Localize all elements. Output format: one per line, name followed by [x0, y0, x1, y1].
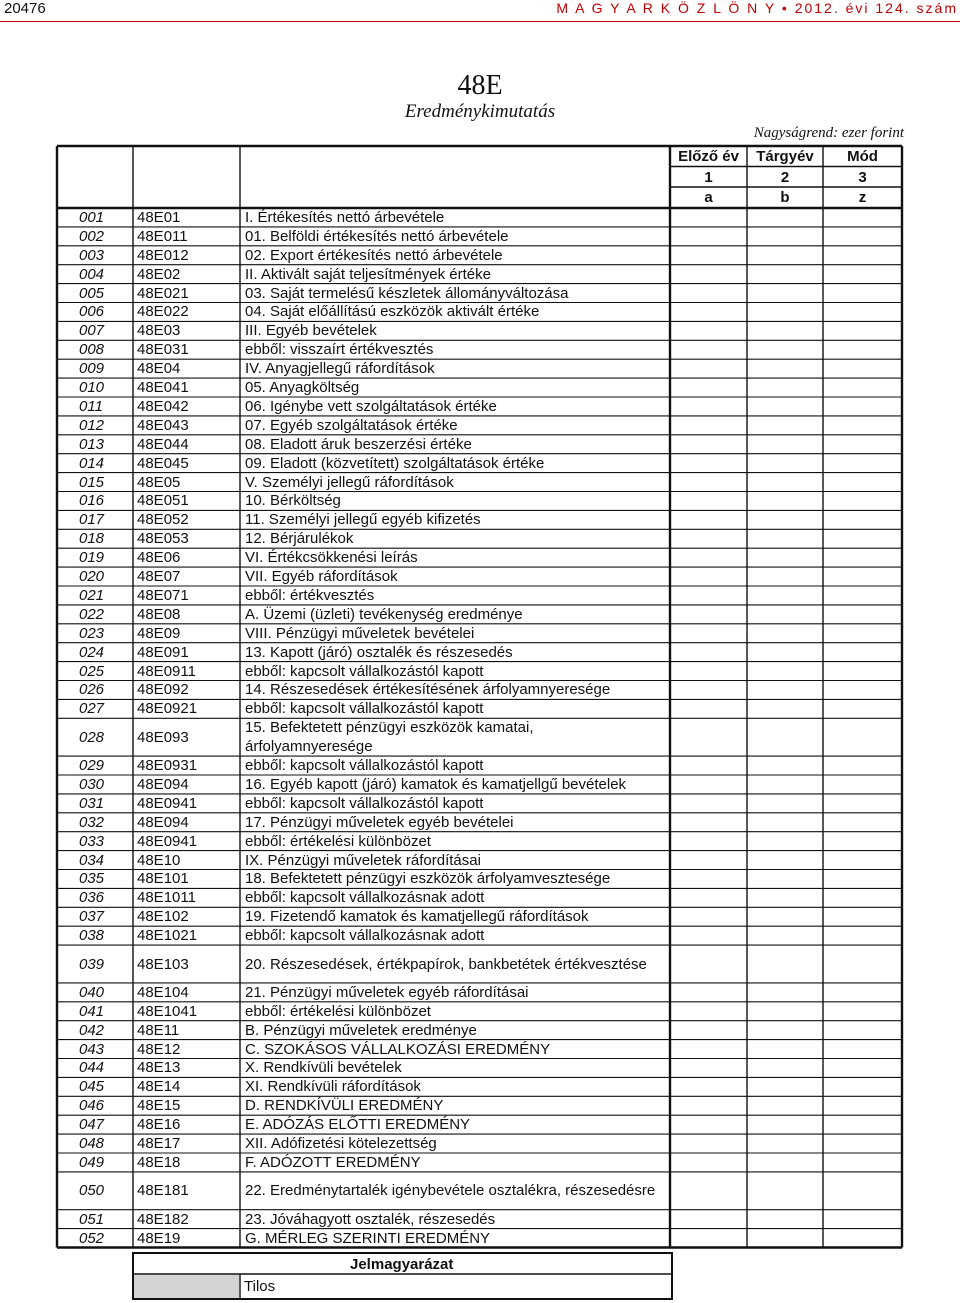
column-header: Tárgyév	[756, 148, 814, 165]
row-label: 14. Részesedések értékesítésének árfolyamnyeresége	[245, 681, 611, 699]
row-code: 48E1021	[137, 927, 198, 945]
row-number: 048	[79, 1135, 105, 1153]
row-code: 48E041	[137, 379, 189, 397]
row-code: 48E07	[137, 568, 181, 586]
row-number: 047	[79, 1116, 105, 1134]
row-number: 007	[79, 322, 105, 340]
row-number: 036	[79, 889, 105, 907]
row-label: 04. Saját előállítású eszközök aktivált értéke	[245, 303, 540, 321]
row-number: 043	[79, 1040, 105, 1058]
row-number: 014	[79, 454, 105, 472]
column-letter: a	[704, 189, 713, 206]
row-label: 15. Befektetett pénzügyi eszközök kamatai,	[245, 719, 534, 737]
row-label: 08. Eladott áruk beszerzési értéke	[245, 435, 472, 453]
row-code: 48E0911	[137, 662, 196, 680]
row-label: 07. Egyéb szolgáltatások értéke	[245, 416, 458, 434]
row-label: 05. Anyagköltség	[245, 379, 360, 397]
form-subtitle: Eredménykimutatás	[404, 101, 556, 122]
row-code: 48E104	[137, 983, 189, 1001]
row-number: 017	[79, 511, 105, 529]
row-code: 48E14	[137, 1078, 181, 1096]
row-code: 48E102	[137, 908, 189, 926]
row-label: ebből: kapcsolt vállalkozástól kapott	[245, 794, 484, 812]
row-number: 045	[79, 1078, 105, 1096]
row-code: 48E06	[137, 549, 181, 567]
row-label: III. Egyéb bevételek	[245, 322, 377, 340]
row-code: 48E094	[137, 813, 189, 831]
row-number: 026	[79, 681, 105, 699]
column-index: 2	[780, 168, 790, 186]
row-label: F. ADÓZOTT EREDMÉNY	[245, 1153, 421, 1171]
row-number: 029	[79, 757, 105, 775]
row-code: 48E093	[137, 728, 189, 746]
row-number: 028	[79, 728, 105, 746]
row-code: 48E1011	[137, 889, 196, 907]
row-number: 010	[79, 379, 105, 397]
row-number: 041	[79, 1002, 105, 1020]
row-code: 48E012	[137, 246, 189, 264]
row-number: 037	[79, 908, 105, 926]
row-label: G. MÉRLEG SZERINTI EREDMÉNY	[245, 1229, 491, 1247]
row-code: 48E181	[137, 1182, 189, 1200]
row-code: 48E051	[137, 492, 189, 510]
row-number: 002	[79, 227, 105, 245]
row-code: 48E03	[137, 322, 181, 340]
row-number: 019	[79, 549, 105, 567]
row-number: 006	[79, 303, 105, 321]
row-number: 032	[79, 813, 105, 831]
row-label: 23. Jóváhagyott osztalék, részesedés	[245, 1210, 496, 1228]
row-number: 050	[79, 1182, 105, 1200]
row-number: 031	[79, 794, 105, 812]
unit-note: Nagyságrend: ezer forint	[753, 125, 904, 141]
column-letter: z	[858, 189, 867, 206]
row-number: 020	[79, 568, 105, 586]
page-number: 20476	[4, 0, 46, 17]
row-number: 018	[79, 530, 105, 548]
row-label: A. Üzemi (üzleti) tevékenység eredménye	[245, 605, 523, 623]
legend-label: Tilos	[244, 1278, 276, 1295]
row-code: 48E031	[137, 341, 189, 359]
row-number: 038	[79, 927, 105, 945]
row-label: ebből: értékelési különbözet	[245, 832, 431, 850]
row-number: 022	[79, 605, 105, 623]
column-letter: b	[780, 189, 790, 206]
row-number: 013	[79, 435, 105, 453]
row-code: 48E11	[137, 1021, 180, 1039]
row-number: 011	[79, 397, 103, 415]
row-label: 03. Saját termelésű készletek állományváltozása	[245, 284, 569, 302]
legend-swatch-forbidden	[134, 1275, 239, 1298]
row-code: 48E044	[137, 435, 189, 453]
row-code: 48E13	[137, 1059, 181, 1077]
row-label: X. Rendkívüli bevételek	[245, 1059, 402, 1077]
row-label: D. RENDKÍVÜLI EREDMÉNY	[245, 1097, 444, 1115]
row-code: 48E0921	[137, 700, 198, 718]
row-code: 48E12	[137, 1040, 181, 1058]
row-label: IV. Anyagjellegű ráfordítások	[245, 360, 435, 378]
row-label: VI. Értékcsökkenési leírás	[245, 549, 418, 567]
row-number: 003	[79, 246, 105, 264]
row-label: 10. Bérköltség	[245, 492, 341, 510]
row-number: 035	[79, 870, 105, 888]
row-code: 48E09	[137, 624, 181, 642]
row-label: 22. Eredménytartalék igénybevétele osztalékra, részesedésre	[245, 1182, 656, 1200]
row-number: 009	[79, 360, 105, 378]
row-code: 48E16	[137, 1116, 181, 1134]
row-code: 48E043	[137, 416, 189, 434]
row-label: 13. Kapott (járó) osztalék és részesedés	[245, 643, 513, 661]
row-number: 042	[79, 1021, 105, 1039]
row-number: 008	[79, 341, 105, 359]
row-number: 023	[79, 624, 105, 642]
row-code: 48E1041	[137, 1002, 198, 1020]
row-code: 48E103	[137, 955, 189, 973]
row-label: 11. Személyi jellegű egyéb kifizetés	[245, 511, 481, 529]
row-label: B. Pénzügyi műveletek eredménye	[245, 1021, 477, 1039]
row-code: 48E05	[137, 473, 181, 491]
row-number: 046	[79, 1097, 105, 1115]
row-number: 051	[79, 1210, 105, 1228]
legend-title: Jelmagyarázat	[350, 1256, 454, 1273]
column-header: Előző év	[678, 148, 739, 165]
row-number: 049	[79, 1153, 105, 1171]
row-code: 48E092	[137, 681, 189, 699]
column-index: 3	[858, 168, 867, 186]
row-label: 16. Egyéb kapott (járó) kamatok és kamatjellgű bevételek	[245, 775, 627, 793]
publication-title: M A G Y A R K Ö Z L Ö N Y • 2012. évi 124. szám	[556, 0, 958, 16]
row-label: VII. Egyéb ráfordítások	[245, 568, 398, 586]
row-label: E. ADÓZÁS ELŐTTI EREDMÉNY	[245, 1116, 471, 1134]
row-code: 48E04	[137, 360, 181, 378]
row-label: 12. Bérjárulékok	[245, 530, 354, 548]
row-label: 18. Befektetett pénzügyi eszközök árfolyamvesztesége	[245, 870, 611, 888]
row-label: 17. Pénzügyi műveletek egyéb bevételei	[245, 813, 514, 831]
row-code: 48E042	[137, 397, 189, 415]
row-code: 48E071	[137, 586, 189, 604]
row-number: 012	[79, 416, 105, 434]
row-code: 48E182	[137, 1210, 189, 1228]
row-code: 48E10	[137, 851, 181, 869]
row-label: 02. Export értékesítés nettó árbevétele	[245, 246, 503, 264]
row-label: 06. Igénybe vett szolgáltatások értéke	[245, 397, 497, 415]
row-number: 044	[79, 1059, 105, 1077]
column-index: 1	[704, 168, 713, 186]
row-label: C. SZOKÁSOS VÁLLALKOZÁSI EREDMÉNY	[245, 1040, 551, 1058]
row-label: II. Aktivált saját teljesítmények értéke	[245, 265, 491, 283]
row-label: ebből: kapcsolt vállalkozástól kapott	[245, 757, 484, 775]
row-label: ebből: visszaírt értékvesztés	[245, 341, 434, 359]
row-number: 052	[79, 1229, 105, 1247]
row-label: ebből: kapcsolt vállalkozástól kapott	[245, 662, 484, 680]
row-code: 48E101	[137, 870, 189, 888]
row-label: XII. Adófizetési kötelezettség	[245, 1135, 437, 1153]
row-code: 48E021	[137, 284, 189, 302]
row-code: 48E0941	[137, 832, 198, 850]
row-label: 20. Részesedések, értékpapírok, bankbetétek értékvesztése	[245, 955, 647, 973]
row-number: 027	[79, 700, 105, 718]
form-code: 48E	[457, 70, 503, 101]
row-code: 48E0941	[137, 794, 198, 812]
row-code: 48E011	[137, 227, 188, 245]
row-number: 024	[79, 643, 105, 661]
row-code: 48E0931	[137, 757, 198, 775]
row-code: 48E091	[137, 643, 189, 661]
row-label: 09. Eladott (közvetített) szolgáltatások értéke	[245, 454, 545, 472]
row-number: 030	[79, 775, 105, 793]
row-code: 48E022	[137, 303, 189, 321]
row-label: VIII. Pénzügyi műveletek bevételei	[245, 624, 475, 642]
row-number: 004	[79, 265, 105, 283]
row-number: 040	[79, 983, 105, 1001]
row-number: 033	[79, 832, 105, 850]
row-number: 001	[79, 208, 105, 226]
row-label: ebből: kapcsolt vállalkozásnak adott	[245, 889, 485, 907]
row-code: 48E17	[137, 1135, 181, 1153]
row-number: 021	[79, 586, 105, 604]
row-code: 48E045	[137, 454, 189, 472]
row-code: 48E19	[137, 1229, 181, 1247]
row-code: 48E15	[137, 1097, 181, 1115]
row-code: 48E02	[137, 265, 181, 283]
row-number: 015	[79, 473, 105, 491]
row-label: 21. Pénzügyi műveletek egyéb ráfordításai	[245, 983, 529, 1001]
row-label: ebből: kapcsolt vállalkozástól kapott	[245, 700, 484, 718]
row-code: 48E01	[137, 208, 181, 226]
row-code: 48E094	[137, 775, 189, 793]
row-label: ebből: értékelési különbözet	[245, 1002, 431, 1020]
column-header: Mód	[847, 148, 878, 165]
row-number: 039	[79, 955, 105, 973]
row-code: 48E18	[137, 1153, 181, 1171]
row-label-continued: árfolyamnyeresége	[245, 738, 373, 756]
row-code: 48E052	[137, 511, 189, 529]
row-label: I. Értékesítés nettó árbevétele	[245, 208, 445, 226]
row-number: 005	[79, 284, 105, 302]
row-code: 48E08	[137, 605, 181, 623]
row-label: XI. Rendkívüli ráfordítások	[245, 1078, 421, 1096]
row-label: V. Személyi jellegű ráfordítások	[245, 473, 454, 491]
row-label: ebből: kapcsolt vállalkozásnak adott	[245, 927, 485, 945]
row-number: 016	[79, 492, 105, 510]
row-code: 48E053	[137, 530, 189, 548]
row-label: ebből: értékvesztés	[245, 586, 375, 604]
row-label: IX. Pénzügyi műveletek ráfordításai	[245, 851, 481, 869]
row-label: 19. Fizetendő kamatok és kamatjellegű ráfordítások	[245, 908, 589, 926]
row-label: 01. Belföldi értékesítés nettó árbevétele	[245, 227, 509, 245]
row-number: 025	[79, 662, 105, 680]
row-number: 034	[79, 851, 105, 869]
